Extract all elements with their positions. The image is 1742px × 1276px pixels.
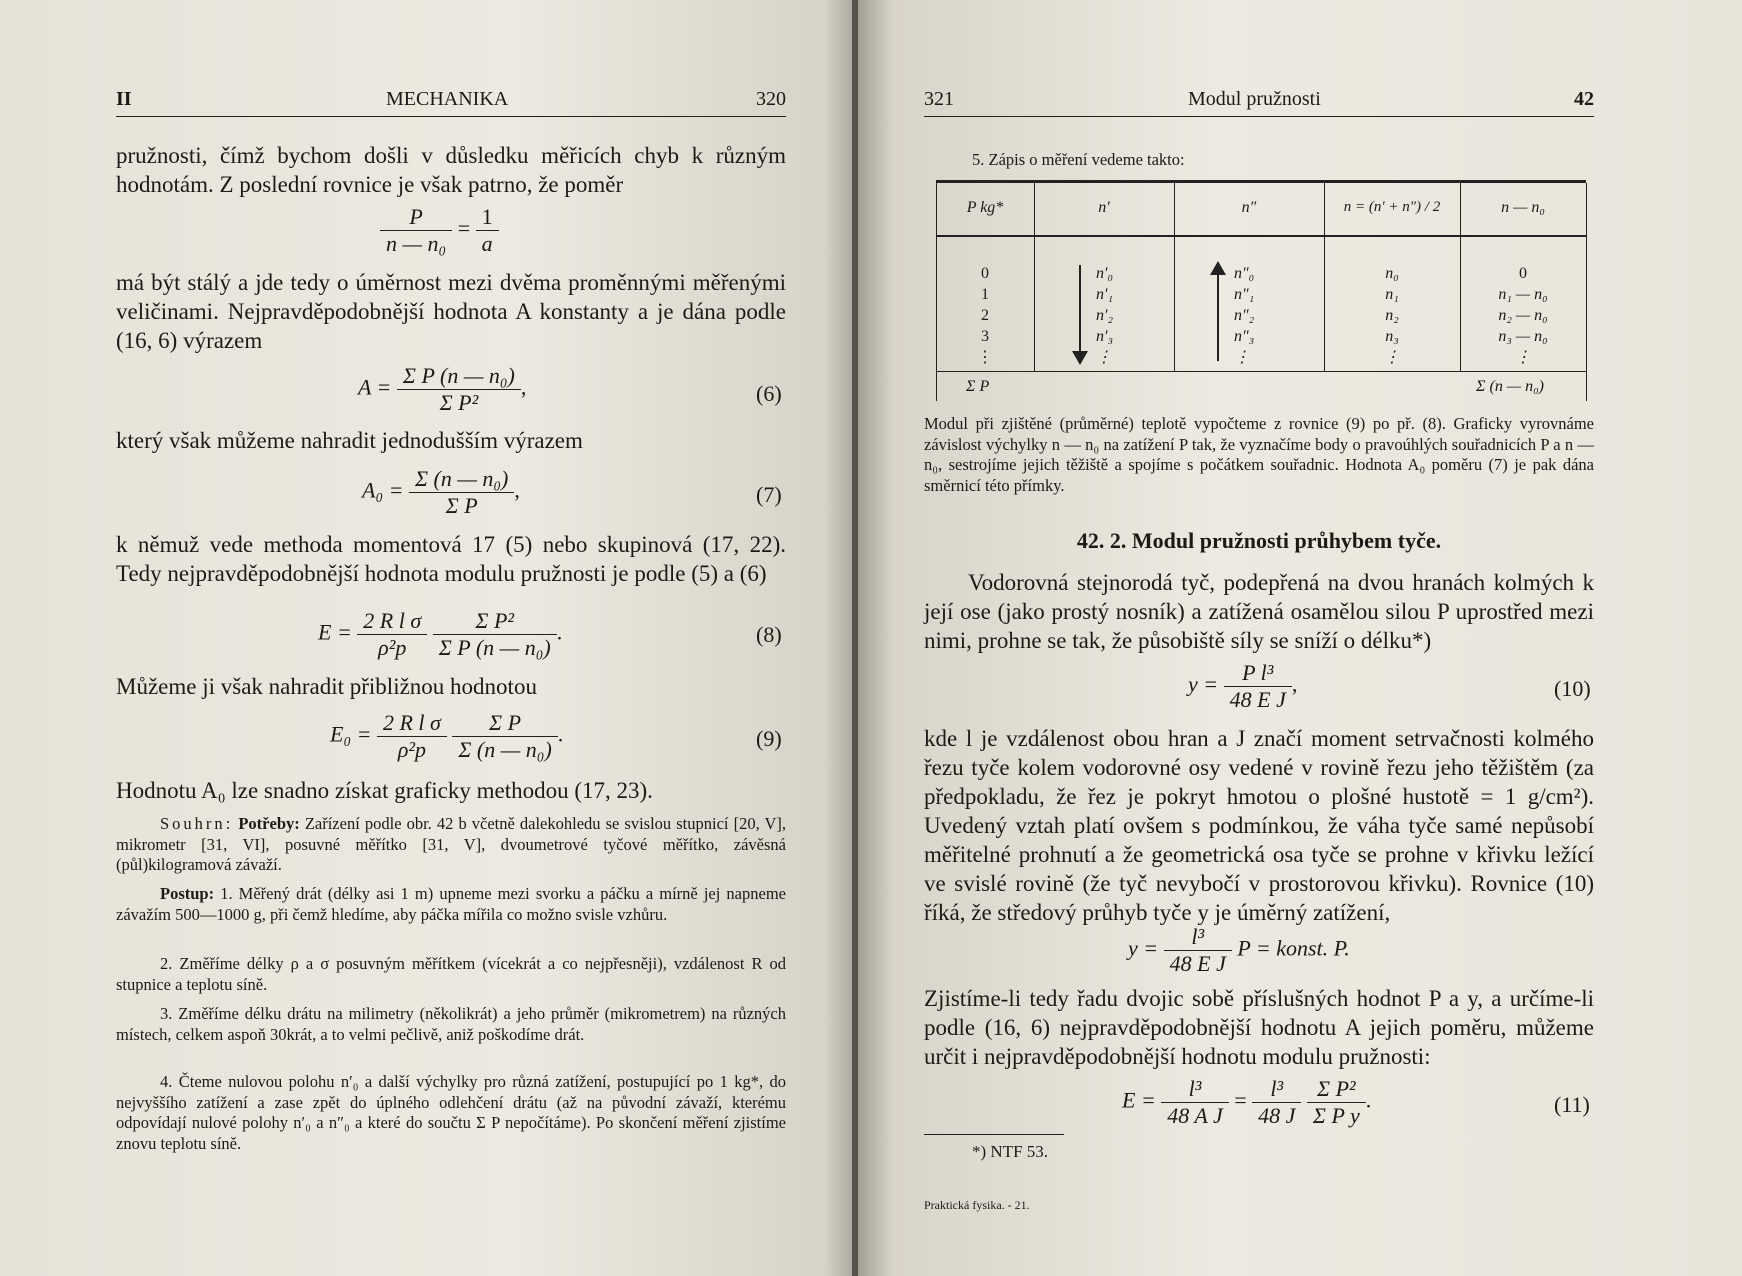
eq8-number: (8) <box>756 622 782 647</box>
ratio-equation: $\frac{P}{\text{n — n₀}}$ = $\frac{1}{a}$ <box>380 204 499 257</box>
equation-6 <box>358 363 526 416</box>
col-n <box>1324 263 1460 368</box>
left-running-header <box>116 86 786 117</box>
cell-n-2: n₂ <box>1385 307 1399 324</box>
eq8-den1: ρ²p <box>378 635 407 660</box>
eq11-num2: l³ <box>1252 1076 1301 1103</box>
cell-p-3: 3 <box>981 328 989 345</box>
eq8-num2: Σ P² <box>433 608 557 635</box>
left-page-number: 320 <box>756 88 786 110</box>
eq6-den: Σ P² <box>439 390 479 415</box>
equation-const <box>1128 924 1350 977</box>
right-running-header <box>924 86 1594 117</box>
cell-n2-3: n″₃ <box>1234 328 1255 345</box>
eqconst-lhs: y = <box>1128 935 1159 961</box>
eq10-den: 48 E J <box>1229 687 1286 712</box>
eq10-num: P l³ <box>1224 660 1292 687</box>
col-p <box>936 263 1034 368</box>
eq8-lhs: E = <box>318 619 352 645</box>
th-n: n = (n′ + n″) / 2 <box>1343 199 1441 215</box>
eq10-number: (10) <box>1554 676 1591 701</box>
left-paragraph-2: má být stálý a jde tedy o úměrnost mezi dvěma proměnnými měřenými veličinami. Nejpravděpodobnější hodnota A konstanty a je dána podle (16, 6) výrazem <box>116 270 786 353</box>
summary-text: Zařízení podle obr. 42 b včetně dalekohledu se svislou stupnicí [20, V], mikrometr [31, VI], posuvné měřítko [31, V], dvoumetrové tyčové měřítko, závěsná (půl)kilogramová závaží. <box>116 814 787 874</box>
up-arrow-line <box>1217 273 1219 361</box>
eq11-number: (11) <box>1554 1092 1590 1117</box>
left-paragraph-6: Hodnotu A₀ lze snadno získat graficky methodou (17, 23). <box>116 778 653 803</box>
th-n1: n′ <box>1098 199 1110 216</box>
table-intro: 5. Zápis o měření vedeme takto: <box>972 150 1185 169</box>
cell-n1-2: n′₂ <box>1096 307 1114 324</box>
eq7-lhs: A₀ = <box>362 477 404 503</box>
right-header-section: 42 <box>1574 88 1594 110</box>
postup-block <box>116 884 786 925</box>
eqconst-tail: P = konst. P. <box>1237 935 1350 961</box>
col-n1 <box>1096 263 1156 368</box>
eq9-lhs: E₀ = <box>330 721 372 747</box>
right-page <box>858 0 1742 1276</box>
left-paragraph-1: pružnosti, čímž bychom došli v důsledku měřicích chyb k různým hodnotám. Z poslední rovnice je však patrno, že poměr <box>116 143 786 197</box>
eq7-number: (7) <box>756 482 782 507</box>
cell-n-1: n₁ <box>1385 286 1399 303</box>
right-paragraph-3: Zjistíme-li tedy řadu dvojic sobě příslušných hodnot P a y, a určíme-li podle (16, 6) nejpravděpodobnější hodnotu A jejich poměru, můžeme určit i nejpravděpodobnější hodnotu modulu pružnosti: <box>924 986 1594 1069</box>
eq8-num1: 2 R l σ <box>357 608 427 635</box>
footnote-rule <box>924 1134 1064 1135</box>
eq9-den1: ρ²p <box>397 737 426 762</box>
cell-diff-1: n₁ — n₀ <box>1498 286 1548 303</box>
cell-p-1: 1 <box>981 286 989 303</box>
down-arrow-line <box>1079 265 1081 357</box>
right-paragraph-1: Vodorovná stejnorodá tyč, podepřená na dvou hranách kolmých k její ose (jako prostý nosník) a zatížená osamělou silou P uprostřed mezi nimi, prohne se tak, že působiště síly se sníží o délku*) <box>924 570 1594 653</box>
sum-left: Σ P <box>966 378 990 395</box>
equation-11 <box>1122 1076 1371 1129</box>
summary-bold-label: Potřeby: <box>238 814 300 833</box>
sum-right: Σ (n — n₀) <box>1476 378 1544 395</box>
cell-n1-4: ⋮ <box>1096 349 1112 366</box>
step-1: 1. Měřený drát (délky asi 1 m) upneme mezi svorku a páčku a mírně jej napneme závažím 500—1000 g, při čemž hledíme, aby páčka mířila co možno svisle vzhůru. <box>116 884 786 924</box>
cell-n2-1: n″₁ <box>1234 286 1255 303</box>
table-note: Modul při zjištěné (průměrné) teplotě vypočteme z rovnice (9) po př. (8). Graficky vyrovnáme závislost výchylky n — n₀ na zatížení P tak, že vyznačíme body o pravoúhlých souřadnicích P a n — n₀, sestrojíme jejich těžiště a spojíme s počátkem souřadnic. Hodnota A₀ poměru (7) je pak dána směrnicí této přímky. <box>924 414 1594 495</box>
equation-9 <box>330 710 563 763</box>
right-page-number: 321 <box>924 88 954 110</box>
eq9-number: (9) <box>756 726 782 751</box>
cell-n2-0: n″₀ <box>1234 265 1255 282</box>
cell-n1-3: n′₃ <box>1096 328 1114 345</box>
eq6-num: Σ P (n — n₀) <box>397 363 521 390</box>
cell-n2-4: ⋮ <box>1234 349 1250 366</box>
eq11-den2: 48 J <box>1258 1103 1296 1128</box>
table-rule-2 <box>1174 183 1175 371</box>
measurement-table <box>936 180 1586 401</box>
equation-7 <box>362 466 520 519</box>
cell-p-2: 2 <box>981 307 989 324</box>
eq6-tail: , <box>520 374 527 400</box>
cell-n-3: n₃ <box>1385 328 1399 345</box>
equation-10 <box>1188 660 1297 713</box>
eq9-tail: . <box>557 721 564 747</box>
eq6-number: (6) <box>756 381 782 406</box>
col-diff <box>1460 263 1586 368</box>
summary-block <box>116 814 786 876</box>
footnote: *) NTF 53. <box>972 1142 1049 1161</box>
cell-p-4: ⋮ <box>977 349 993 366</box>
eq9-num2: Σ P <box>452 710 557 737</box>
eq11-num1: l³ <box>1161 1076 1228 1103</box>
eq7-den: Σ P <box>445 493 478 518</box>
equation-8 <box>318 608 562 661</box>
eq11-num3: Σ P² <box>1307 1076 1366 1103</box>
table-rule-right <box>1586 183 1587 401</box>
eq11-tail: . <box>1365 1087 1372 1113</box>
th-p: P kg* <box>966 199 1004 216</box>
eq8-den2: Σ P (n — n₀) <box>438 635 551 660</box>
eq9-den2: Σ (n — n₀) <box>458 737 552 762</box>
eq7-tail: , <box>514 477 520 503</box>
left-header-section: II <box>116 88 132 110</box>
col-n2 <box>1234 263 1294 368</box>
cell-p-0: 0 <box>981 265 989 282</box>
eq11-den3: Σ P y <box>1312 1103 1360 1128</box>
section-title: 42. 2. Modul pružnosti průhybem tyče. <box>1076 528 1442 553</box>
step-2: 2. Změříme délky ρ a σ posuvným měřítkem (vícekrát a co nejpřesněji), vzdálenost R od stupnice a teplotu síně. <box>116 954 786 994</box>
summary-label: Souhrn: <box>160 814 234 833</box>
th-n2: n″ <box>1241 199 1257 216</box>
cell-n-0: n₀ <box>1385 265 1399 282</box>
postup-label: Postup: <box>160 884 215 903</box>
left-paragraph-3: který však můžeme nahradit jednodušším výrazem <box>116 428 583 453</box>
cell-n1-1: n′₁ <box>1096 286 1114 303</box>
eqconst-den: 48 E J <box>1169 951 1226 976</box>
ratio-rhs-den: a <box>481 231 493 256</box>
table-sum-rule <box>936 371 1586 372</box>
step-3: 3. Změříme délku drátu na milimetry (několikrát) a jeho průměr (mikrometrem) na různých místech, celkem aspoň 30krát, a to velmi pečlivě, aniž poškodíme drát. <box>116 1004 786 1044</box>
eq11-eq: = <box>1234 1087 1247 1113</box>
left-page <box>0 0 858 1276</box>
ratio-num: P <box>380 204 452 231</box>
table-rule-1 <box>1034 183 1035 371</box>
eq7-num: Σ (n — n₀) <box>409 466 514 493</box>
eqconst-num: l³ <box>1164 924 1232 951</box>
eq11-lhs: E = <box>1122 1087 1156 1113</box>
cell-diff-0: 0 <box>1519 265 1527 282</box>
eq9-num1: 2 R l σ <box>377 710 447 737</box>
eq10-tail: , <box>1291 671 1298 697</box>
step-4: 4. Čteme nulovou polohu n′₀ a další výchylky pro různá zatížení, postupující po 1 kg*, do nejvyššího zatížení a zase zpět do úplného odlehčení drátu (až na původní závaží, kterému odpovídají nulové polohy n′₀ a n″₀ a které do součtu Σ P nepočítáme). Po skončení měření zjistíme znovu teplotu síně. <box>116 1072 786 1153</box>
left-paragraph-4: k němuž vede methoda momentová 17 (5) nebo skupinová (17, 22). Tedy nejpravděpodobnější hodnota modulu pružnosti je podle (5) a (6) <box>116 532 786 586</box>
eq6-lhs: A = <box>358 374 392 400</box>
th-diff: n — n₀ <box>1501 199 1545 216</box>
down-arrow-head <box>1072 351 1088 365</box>
ratio-den: n — n₀ <box>386 231 447 256</box>
left-paragraph-5: Můžeme ji však nahradit přibližnou hodnotou <box>116 674 537 699</box>
eq8-tail: . <box>556 619 563 645</box>
printer-signature: Praktická fysika. - 21. <box>924 1198 1030 1212</box>
ratio-rhs-num: 1 <box>476 204 499 231</box>
right-header-title: Modul pružnosti <box>1188 88 1321 110</box>
cell-diff-3: n₃ — n₀ <box>1498 328 1548 345</box>
cell-diff-4: ⋮ <box>1515 349 1531 366</box>
cell-diff-2: n₂ — n₀ <box>1498 307 1548 324</box>
cell-n-4: ⋮ <box>1384 349 1400 366</box>
left-header-title: MECHANIKA <box>386 88 509 110</box>
cell-n2-2: n″₂ <box>1234 307 1255 324</box>
eq10-lhs: y = <box>1188 671 1219 697</box>
right-paragraph-2: kde l je vzdálenost obou hran a J značí moment setrvačnosti kolmého řezu tyče kolem vodorovné osy vedené v rovině řezu jeho těžištěm (za předpokladu, že řez je pokryt hmotou o plošné hustotě = 1 g/cm²). Uvedený vztah platí ovšem s podmínkou, že váha tyče samé nepůsobí měřitelné prohnutí a že geometrická osa tyče se prohne v křivku ležící ve svislé rovině (že tyč nevybočí v prostorovou křivku). Rovnice (10) říká, že středový průhyb tyče y je úměrný zatížení, <box>924 726 1594 925</box>
cell-n1-0: n′₀ <box>1096 265 1114 282</box>
eq11-den1: 48 A J <box>1167 1103 1223 1128</box>
